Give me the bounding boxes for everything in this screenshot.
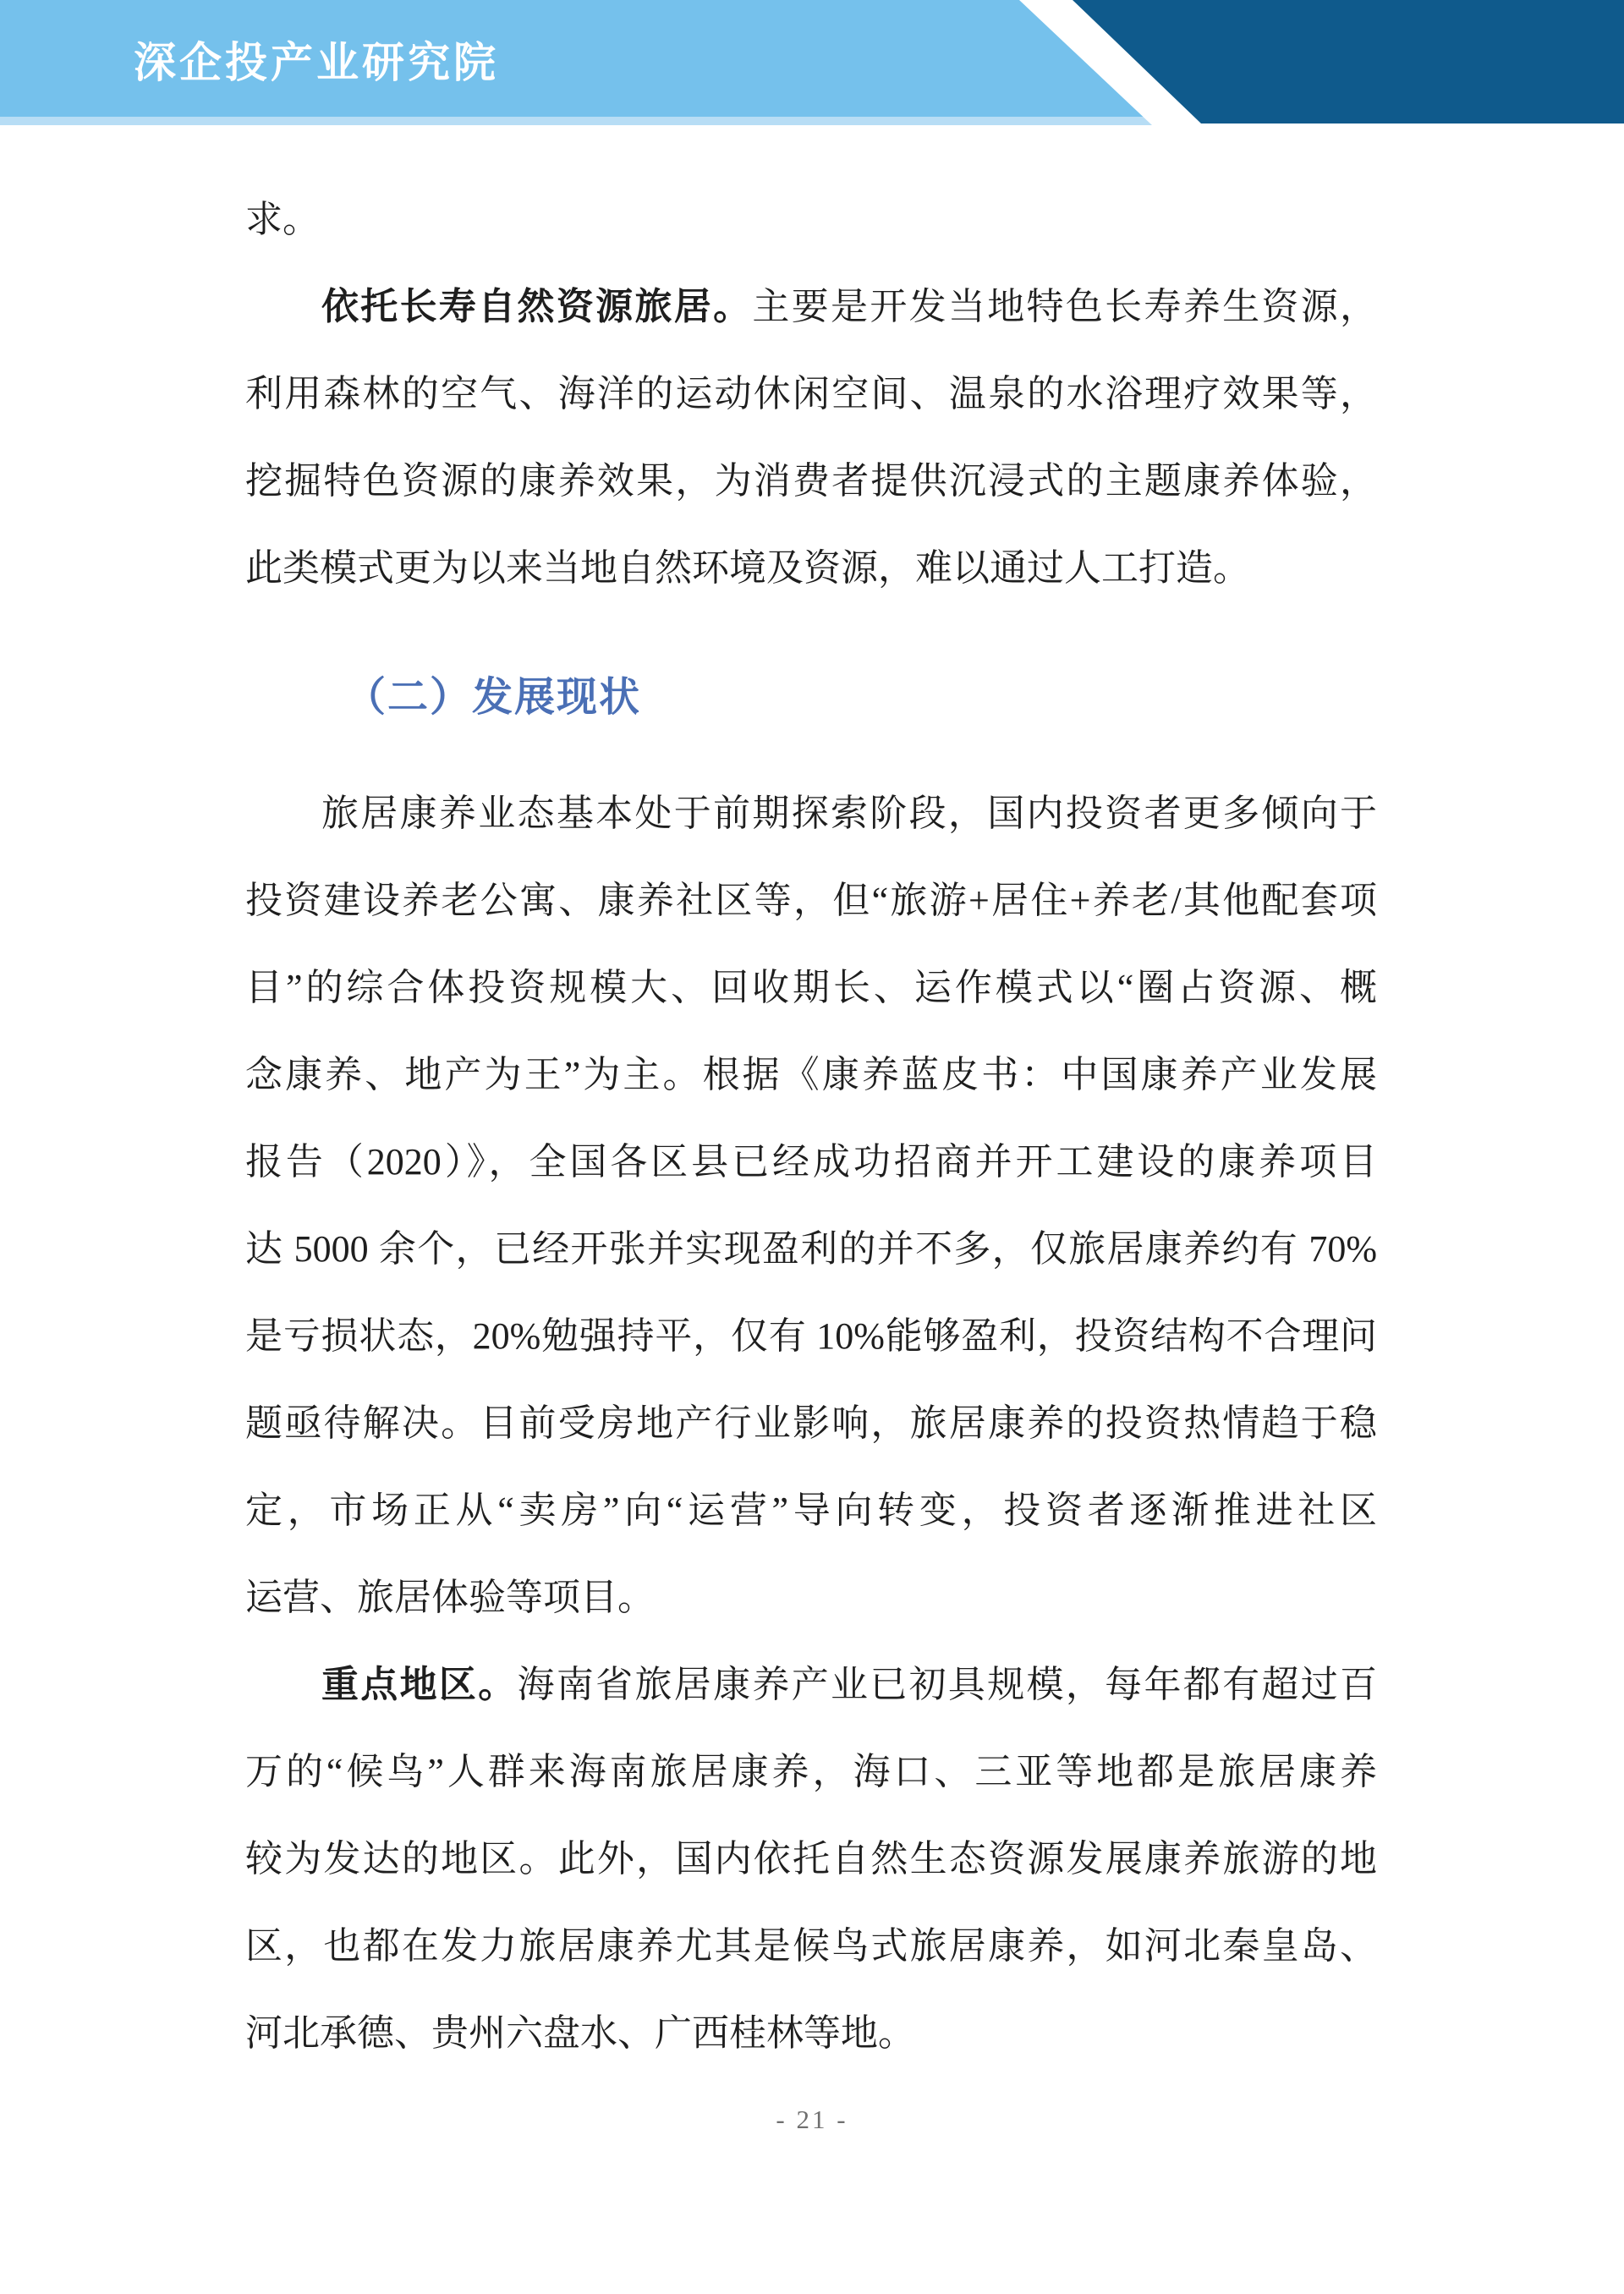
text-run: 投资建设养老公寓、康养社区等，但“旅游+居住+养老/其他配套项: [245, 880, 1377, 921]
text-run: 报告（2020）》，全国各区县已经成功招商并开工建设的康养项目: [245, 1141, 1377, 1183]
page-header-banner: [0, 0, 1624, 127]
text-line: [245, 1989, 1377, 2077]
text-run: 运营、旅居体验等项目。: [245, 1577, 655, 1618]
text-line: [245, 350, 1377, 437]
text-line: [245, 770, 1377, 857]
text-run: 求。: [245, 199, 320, 240]
text-line: [245, 524, 1377, 612]
text-line: [245, 1728, 1377, 1815]
text-line: [245, 1292, 1377, 1380]
text-line: [245, 1554, 1377, 1641]
text-line: [245, 1815, 1377, 1902]
text-line: [245, 1118, 1377, 1205]
text-line: [245, 1031, 1377, 1118]
text-line: [245, 263, 1377, 350]
text-run: 主要是开发当地特色长寿养生资源，: [752, 286, 1378, 327]
section-heading: （二）发展现状: [345, 675, 642, 720]
text-line: [245, 1902, 1377, 1989]
text-run: 区，也都在发力旅居康养尤其是候鸟式旅居康养，如河北秦皇岛、: [245, 1925, 1377, 1967]
text-run: 此类模式更为以来当地自然环境及资源，难以通过人工打造。: [245, 547, 1250, 589]
bold-run: 重点地区。: [321, 1664, 518, 1705]
text-run: 较为发达的地区。此外，国内依托自然生态资源发展康养旅游的地: [245, 1838, 1377, 1880]
bold-run: 依托长寿自然资源旅居。: [321, 286, 753, 327]
text-run: 念康养、地产为王”为主。根据《康养蓝皮书：中国康养产业发展: [245, 1054, 1377, 1095]
text-run: 目”的综合体投资规模大、回收期长、运作模式以“圈占资源、概: [245, 967, 1377, 1008]
text-line: [245, 176, 1377, 263]
text-line: [245, 857, 1377, 944]
text-line: [245, 1467, 1377, 1554]
text-run: 河北承德、贵州六盘水、广西桂林等地。: [245, 2012, 915, 2054]
text-run: 是亏损状态，20%勉强持平，仅有 10%能够盈利，投资结构不合理问: [245, 1315, 1377, 1357]
text-line: [245, 1380, 1377, 1467]
text-line: [245, 944, 1377, 1031]
text-run: 旅居康养业态基本处于前期探索阶段，国内投资者更多倾向于: [321, 793, 1377, 834]
text-line: [245, 1641, 1377, 1728]
text-run: 利用森林的空气、海洋的运动休闲空间、温泉的水浴理疗效果等，: [245, 373, 1377, 414]
text-run: 挖掘特色资源的康养效果，为消费者提供沉浸式的主题康养体验，: [245, 460, 1377, 502]
text-run: 题亟待解决。目前受房地产行业影响，旅居康养的投资热情趋于稳: [245, 1402, 1377, 1444]
document-body: [245, 176, 1377, 2077]
text-line: [245, 437, 1377, 524]
page-number: - 21 -: [776, 2105, 848, 2134]
text-run: 达 5000 余个，已经开张并实现盈利的并不多，仅旅居康养约有 70%: [245, 1228, 1377, 1270]
text-run: 海南省旅居康养产业已初具规模，每年都有超过百: [517, 1664, 1378, 1705]
text-line: [245, 1205, 1377, 1292]
text-run: 定，市场正从“卖房”向“运营”导向转变，投资者逐渐推进社区: [245, 1490, 1377, 1531]
text-run: 万的“候鸟”人群来海南旅居康养，海口、三亚等地都是旅居康养: [245, 1751, 1377, 1792]
org-title: 深企投产业研究院: [134, 39, 499, 86]
